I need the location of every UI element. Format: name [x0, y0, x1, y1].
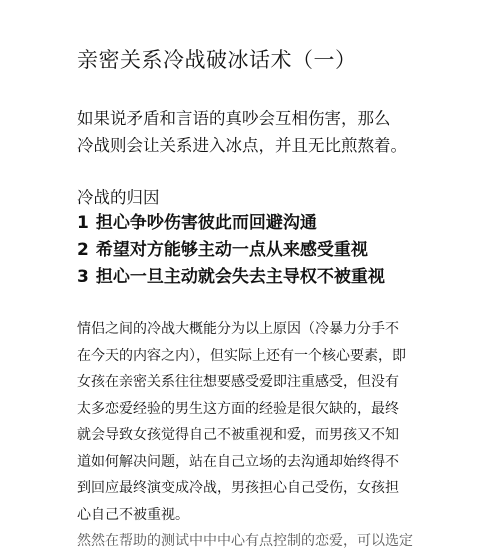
body-paragraph [77, 316, 437, 549]
body-line: 道如何解决问题，站在自己立场的去沟通却始终得不 [77, 453, 399, 470]
body-line: 在今天的内容之内），但实际上还有一个核心要素，即 [77, 347, 406, 364]
body-line: 女孩在亲密关系往往想要感受爱即注重感受，但没有 [77, 374, 399, 390]
reason-text: 希望对方能够主动一点从来感受重视 [95, 240, 368, 260]
reason-text: 担心争吵伤害彼此而回避沟通 [95, 213, 317, 233]
intro-paragraph [77, 105, 457, 159]
reason-number: 3 [77, 267, 89, 287]
reasons-heading: 冷战的归因 [77, 188, 160, 207]
reason-text: 担心一旦主动就会失去主导权不被重视 [95, 267, 385, 287]
reason-item [77, 210, 385, 237]
body-line: 到回应最终演变成冷战，男孩担心自己受伤，女孩担 [77, 480, 399, 496]
body-line: 太多恋爱经验的男生这方面的经验是很欠缺的，最终 [77, 400, 399, 417]
cut-off-line: 然然在帮助的测试中中中心有点控制的恋爱，可以选定 [77, 533, 413, 549]
body-line: 心自己不被重视。 [77, 506, 189, 523]
intro-line: 如果说矛盾和言语的真吵会互相伤害，那么 [77, 109, 391, 128]
reasons-list [77, 210, 385, 291]
reason-item [77, 237, 385, 264]
reason-item [77, 264, 385, 291]
intro-line: 冷战则会让关系进入冰点，并且无比煎熬着。 [77, 136, 407, 155]
reason-number: 1 [77, 213, 89, 233]
page-title: 亲密关系冷战破冰话术（一） [77, 48, 357, 72]
body-line: 情侣之间的冷战大概能分为以上原因（冷暴力分手不 [77, 321, 399, 337]
reason-number: 2 [77, 240, 89, 260]
body-line: 就会导致女孩觉得自己不被重视和爱，而男孩又不知 [77, 427, 399, 443]
